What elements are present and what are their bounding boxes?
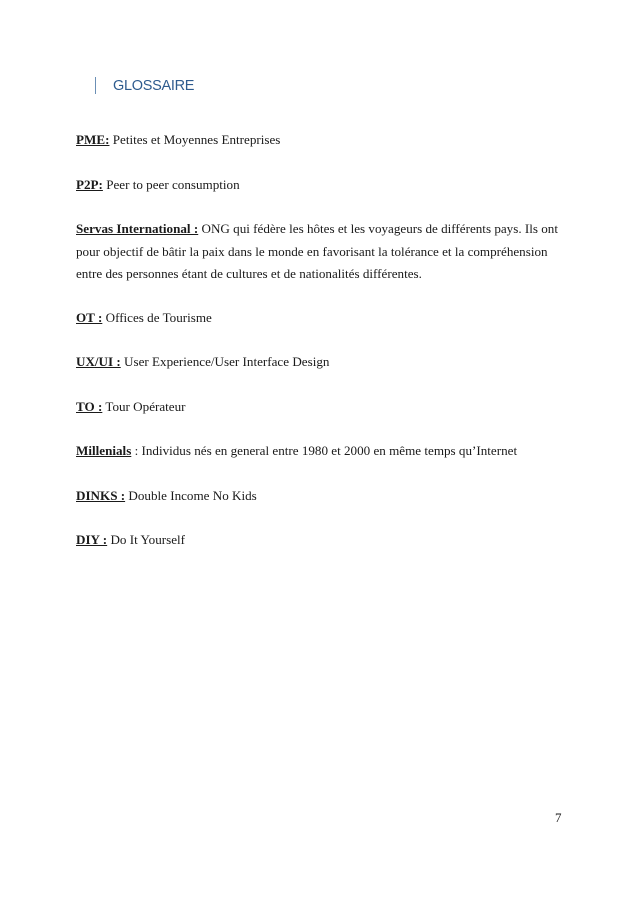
- glossary-entry-uxui: [76, 351, 566, 374]
- glossary-entry-servas: [76, 218, 566, 286]
- glossary-entry-p2p: [76, 174, 566, 197]
- glossary-entry-ot: [76, 307, 566, 330]
- glossary-definition: Petites et Moyennes Entreprises: [112, 132, 281, 147]
- glossary-definition: User Experience/User Interface Design: [124, 354, 330, 369]
- glossary-definition: Tour Opérateur: [105, 399, 186, 414]
- glossary-definition: ONG qui fédère les hôtes et les voyageurs de différents pays. Ils ont pour objectif de bâtir la paix dans le monde en favorisant la tolérance et la compréhension entre des personnes étant de cultures et de nationalités différentes.: [76, 221, 558, 281]
- glossary-definition: Individus nés en general entre 1980 et 2000 en même temps qu’Internet: [141, 443, 518, 458]
- page-number: 7: [555, 810, 562, 825]
- glossary-definition: Double Income No Kids: [128, 488, 257, 503]
- glossary-term: DIY :: [76, 532, 108, 547]
- glossary-term: PME:: [76, 132, 110, 147]
- glossary-entry-millenials: [76, 440, 566, 463]
- glossary-term: TO :: [76, 399, 103, 414]
- glossary-entry-to: [76, 396, 566, 419]
- glossary-term: OT :: [76, 310, 103, 325]
- glossary-entry-dinks: [76, 485, 566, 508]
- glossary-term: Millenials: [76, 443, 132, 458]
- glossary-term: DINKS :: [76, 488, 126, 503]
- glossary-definition: Do It Yourself: [110, 532, 186, 547]
- glossary-separator: :: [131, 443, 142, 458]
- page-title: GLOSSAIRE: [113, 78, 195, 94]
- glossary-term: UX/UI :: [76, 354, 121, 369]
- glossary-term: P2P:: [76, 177, 103, 192]
- heading-accent-bar: [95, 77, 96, 94]
- glossary-entry-diy: [76, 529, 566, 552]
- glossary-entry-pme: [76, 129, 566, 152]
- glossary-definition: Peer to peer consumption: [106, 177, 240, 192]
- glossary-term: Servas International :: [76, 221, 199, 236]
- glossary-definition: Offices de Tourisme: [105, 310, 212, 325]
